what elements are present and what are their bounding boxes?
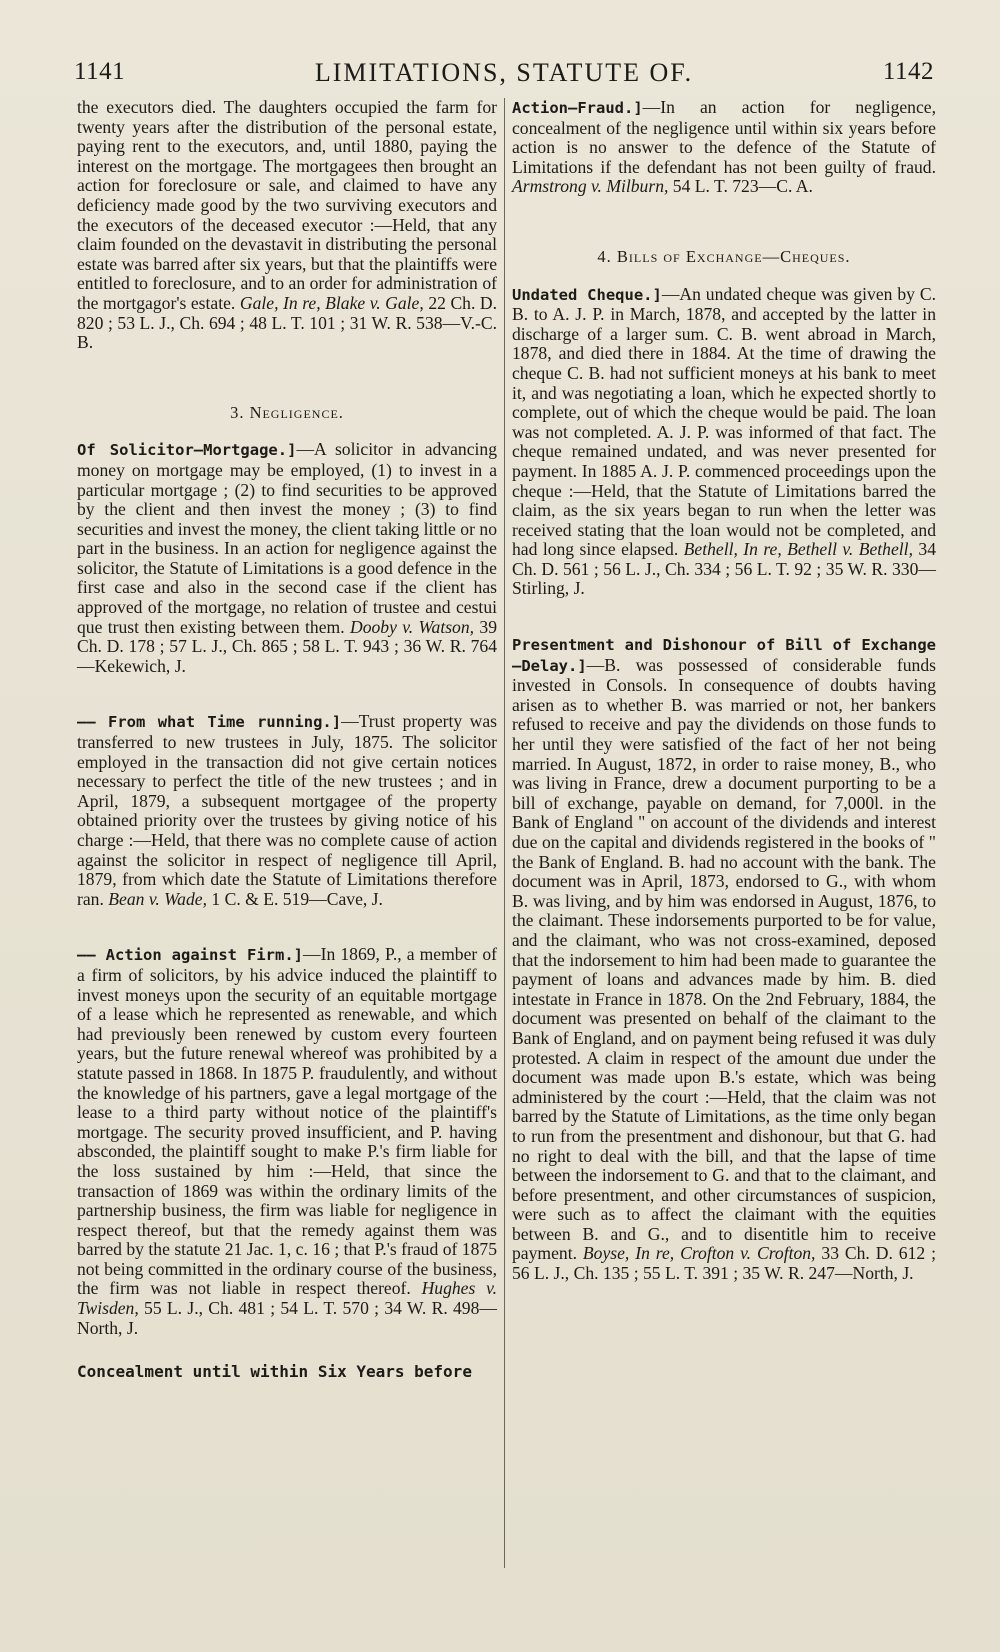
entry-text: —An undated cheque was given by C. B. to A. J. P. in March, 1878, and accepted by the latter in discharge of a larger sum. C. B. went abroad in March, 1878, and died there in 1884. At the time of drawing the cheque C. B. had not sufficient moneys at his bank to meet it, and was negotiating a loan, which he expected shortly to complete, out of which the cheque would be paid. The loan was not completed. A. J. P. was informed of that fact. The cheque remained undated, and was never presented for payment. In 1885 A. J. P. commenced proceedings upon the cheque :—Held, that the Statute of Limitations barred the claim, as the six years began to run when the letter was received stating that the loan would not be completed, and had long since elapsed. <box>512 283 936 560</box>
case-citation: Bean v. Wade, <box>108 888 207 909</box>
report-references: 34 Ch. D. 561 ; 56 L. J., Ch. 334 ; 56 L. T. 92 ; 35 W. R. 330—Stirling, J. <box>512 539 936 599</box>
entry-text: —In 1869, P., a member of a firm of solicitors, by his advice induced the plaintiff to invest moneys upon the security of an equitable mortgage of a lease which he represented as renewable, and which had previously been renewed by custom every fourteen years, but the future renewal whereof was prohibited by a statute passed in 1868. In 1875 P. fraudulently, and without the knowledge of his partners, gave a legal mortgage of the lease to a third party without notice of the plaintiff's mortgage. The security proved insufficient, and P. having absconded, the plaintiff sought to make P.'s firm liable for the loss sustained by him :—Held, that since the transaction of 1869 was within the ordinary limits of the partnership business, the firm was liable for negligence in respect thereof, but that the remedy against them was barred by the statute 21 Jac. 1, c. 16 ; that P.'s fraud of 1875 not being committed in the ordinary course of the business, the firm was not liable in respect thereof. <box>77 944 497 1299</box>
entry-heading: Of Solicitor—Mortgage.] <box>77 441 297 460</box>
digest-entry <box>77 440 497 676</box>
running-title: LIMITATIONS, STATUTE OF. <box>314 58 694 87</box>
left-page-number: 1141 <box>74 58 126 85</box>
report-references: 22 Ch. D. 820 ; 53 L. J., Ch. 694 ; 48 L. T. 101 ; 31 W. R. 538—V.-C. B. <box>77 292 498 353</box>
entry-text: —Trust property was transferred to new trustees in July, 1875. The solicitor employed in the transaction did not give certain notices necessary to perfect the title of the new trustees ; and in April, 1879, a subsequent mortgagee of the property obtained priority over the trustees by giving notice of his charge :—Held, that there was no complete cause of action against the solicitor in respect of negligence till April, 1879, from which date the Statute of Limitations therefore ran. <box>77 711 497 909</box>
case-citation: Armstrong v. Milburn, <box>512 176 669 197</box>
continuation-text: —In an action for negligence, concealment of the negligence until within six years before action is no answer to the defence of the Statute of Limitations if the defendant has not been guilty of fraud. <box>512 97 936 177</box>
digest-entry <box>77 712 497 909</box>
case-citation: Hughes v. Twisden, <box>77 1278 497 1319</box>
page-header <box>74 58 934 94</box>
section-heading: 4. Bills of Exchange—Cheques. <box>597 246 851 266</box>
entry-heading: —— From what Time running.] <box>77 713 342 732</box>
entry-heading: —— Action against Firm.] <box>77 946 304 965</box>
right-page-number: 1142 <box>882 58 934 85</box>
continuation-text: the executors died. The daughters occupied the farm for twenty years after the distribution of the personal estate, paying rent to the executors, and, until 1880, paying the interest on the mortgage. The mortgagees then brought an action for foreclosure or sale, and claimed to have any deficiency made good by the two surviving executors and the executors of the deceased executor :—Held, that any claim founded on the devastavit in distributing the personal estate was barred after six years, but that the plaintiffs were entitled to foreclosure, and to an order for administration of the mortgagor's estate. <box>77 97 497 313</box>
digest-entry <box>512 635 936 1284</box>
continuation-paragraph <box>77 98 497 353</box>
report-references: 55 L. J., Ch. 481 ; 54 L. T. 570 ; 34 W. R. 498—North, J. <box>77 1298 497 1338</box>
entry-heading: Undated Cheque.] <box>512 285 662 304</box>
report-references: 1 C. & E. 519—Cave, J. <box>211 888 383 909</box>
section-heading: 3. Negligence. <box>230 402 344 422</box>
entry-text: —A solicitor in advancing money on mortgage may be employed, (1) to invest in a particular mortgage ; (2) to find securities to be approved by the client and then invest the money ; (3) to find securities and invest the money, the client taking little or no part in the business. In an action for negligence against the solicitor, the Statute of Limitations is a good defence in the first case and also in the second case if the client has approved of the mortgage, no relation of trustee and cestui que trust then existing between them. <box>77 439 497 637</box>
entry-heading: Action—Fraud.] <box>512 99 643 117</box>
continuation-paragraph <box>512 98 936 197</box>
case-citation: Gale, In re, Blake v. Gale, <box>239 292 424 313</box>
continued-heading: Concealment until within Six Years before <box>77 1362 472 1382</box>
report-references: 54 L. T. 723—C. A. <box>672 176 813 197</box>
column-divider <box>504 98 505 1568</box>
right-column <box>512 98 936 1284</box>
digest-entry <box>77 945 497 1338</box>
entry-text: —B. was possessed of considerable funds invested in Consols. In consequence of doubts having arisen as to whether B. was married or not, her bankers refused to receive and pay the dividends on those funds to her until they were satisfied of the fact of her not being married. In August, 1872, in order to raise money, B., who was living in France, drew a document purporting to be a bill of exchange, payable on demand, for 7,000l. in the Bank of England " on account of the dividends and interest due on the capital and dividends registered in the books of " the Bank of England. B. had no account with the bank. The document was in April, 1873, endorsed to G., with whom B. was living, and by him was endorsed in August, 1876, to the claimant. These indorsements purported to be for value, and the claimant, who was not cross-examined, deposed that the indorsement to him had been made to guarantee the payment of loans and advances made by him. B. died intestate in France in 1878. On the 2nd February, 1884, the document was presented on behalf of the claimant to the Bank of England, and on payment being refused it was duly protested. A claim in respect of the amount due under the document was made upon B.'s estate, which was being administered by the court :—Held, that the claim was not barred by the Statute of Limitations, as the time only began to run from the presentment and dishonour, but that G. had no right to deal with the bill, and that the lapse of time between the indorsement to G. and that to the claimant, and before presentment, and other circumstances of suspicion, were such as to affect the claimant with the equities between B. and G., and to disentitle him to receive payment. <box>512 654 936 1264</box>
case-citation: Boyse, In re, Crofton v. Crofton, <box>582 1243 816 1264</box>
report-references: 39 Ch. D. 178 ; 57 L. J., Ch. 865 ; 58 L. T. 943 ; 36 W. R. 764—Kekewich, J. <box>77 616 498 676</box>
left-column <box>77 98 497 1382</box>
case-citation: Bethell, In re, Bethell v. Bethell, <box>683 539 913 560</box>
entry-heading: Presentment and Dishonour of Bill of Exchange—Delay.] <box>512 636 936 675</box>
report-references: 33 Ch. D. 612 ; 56 L. J., Ch. 135 ; 55 L. T. 391 ; 35 W. R. 247—North, J. <box>512 1243 936 1284</box>
case-citation: Dooby v. Watson, <box>349 616 475 637</box>
digest-entry <box>512 285 936 600</box>
